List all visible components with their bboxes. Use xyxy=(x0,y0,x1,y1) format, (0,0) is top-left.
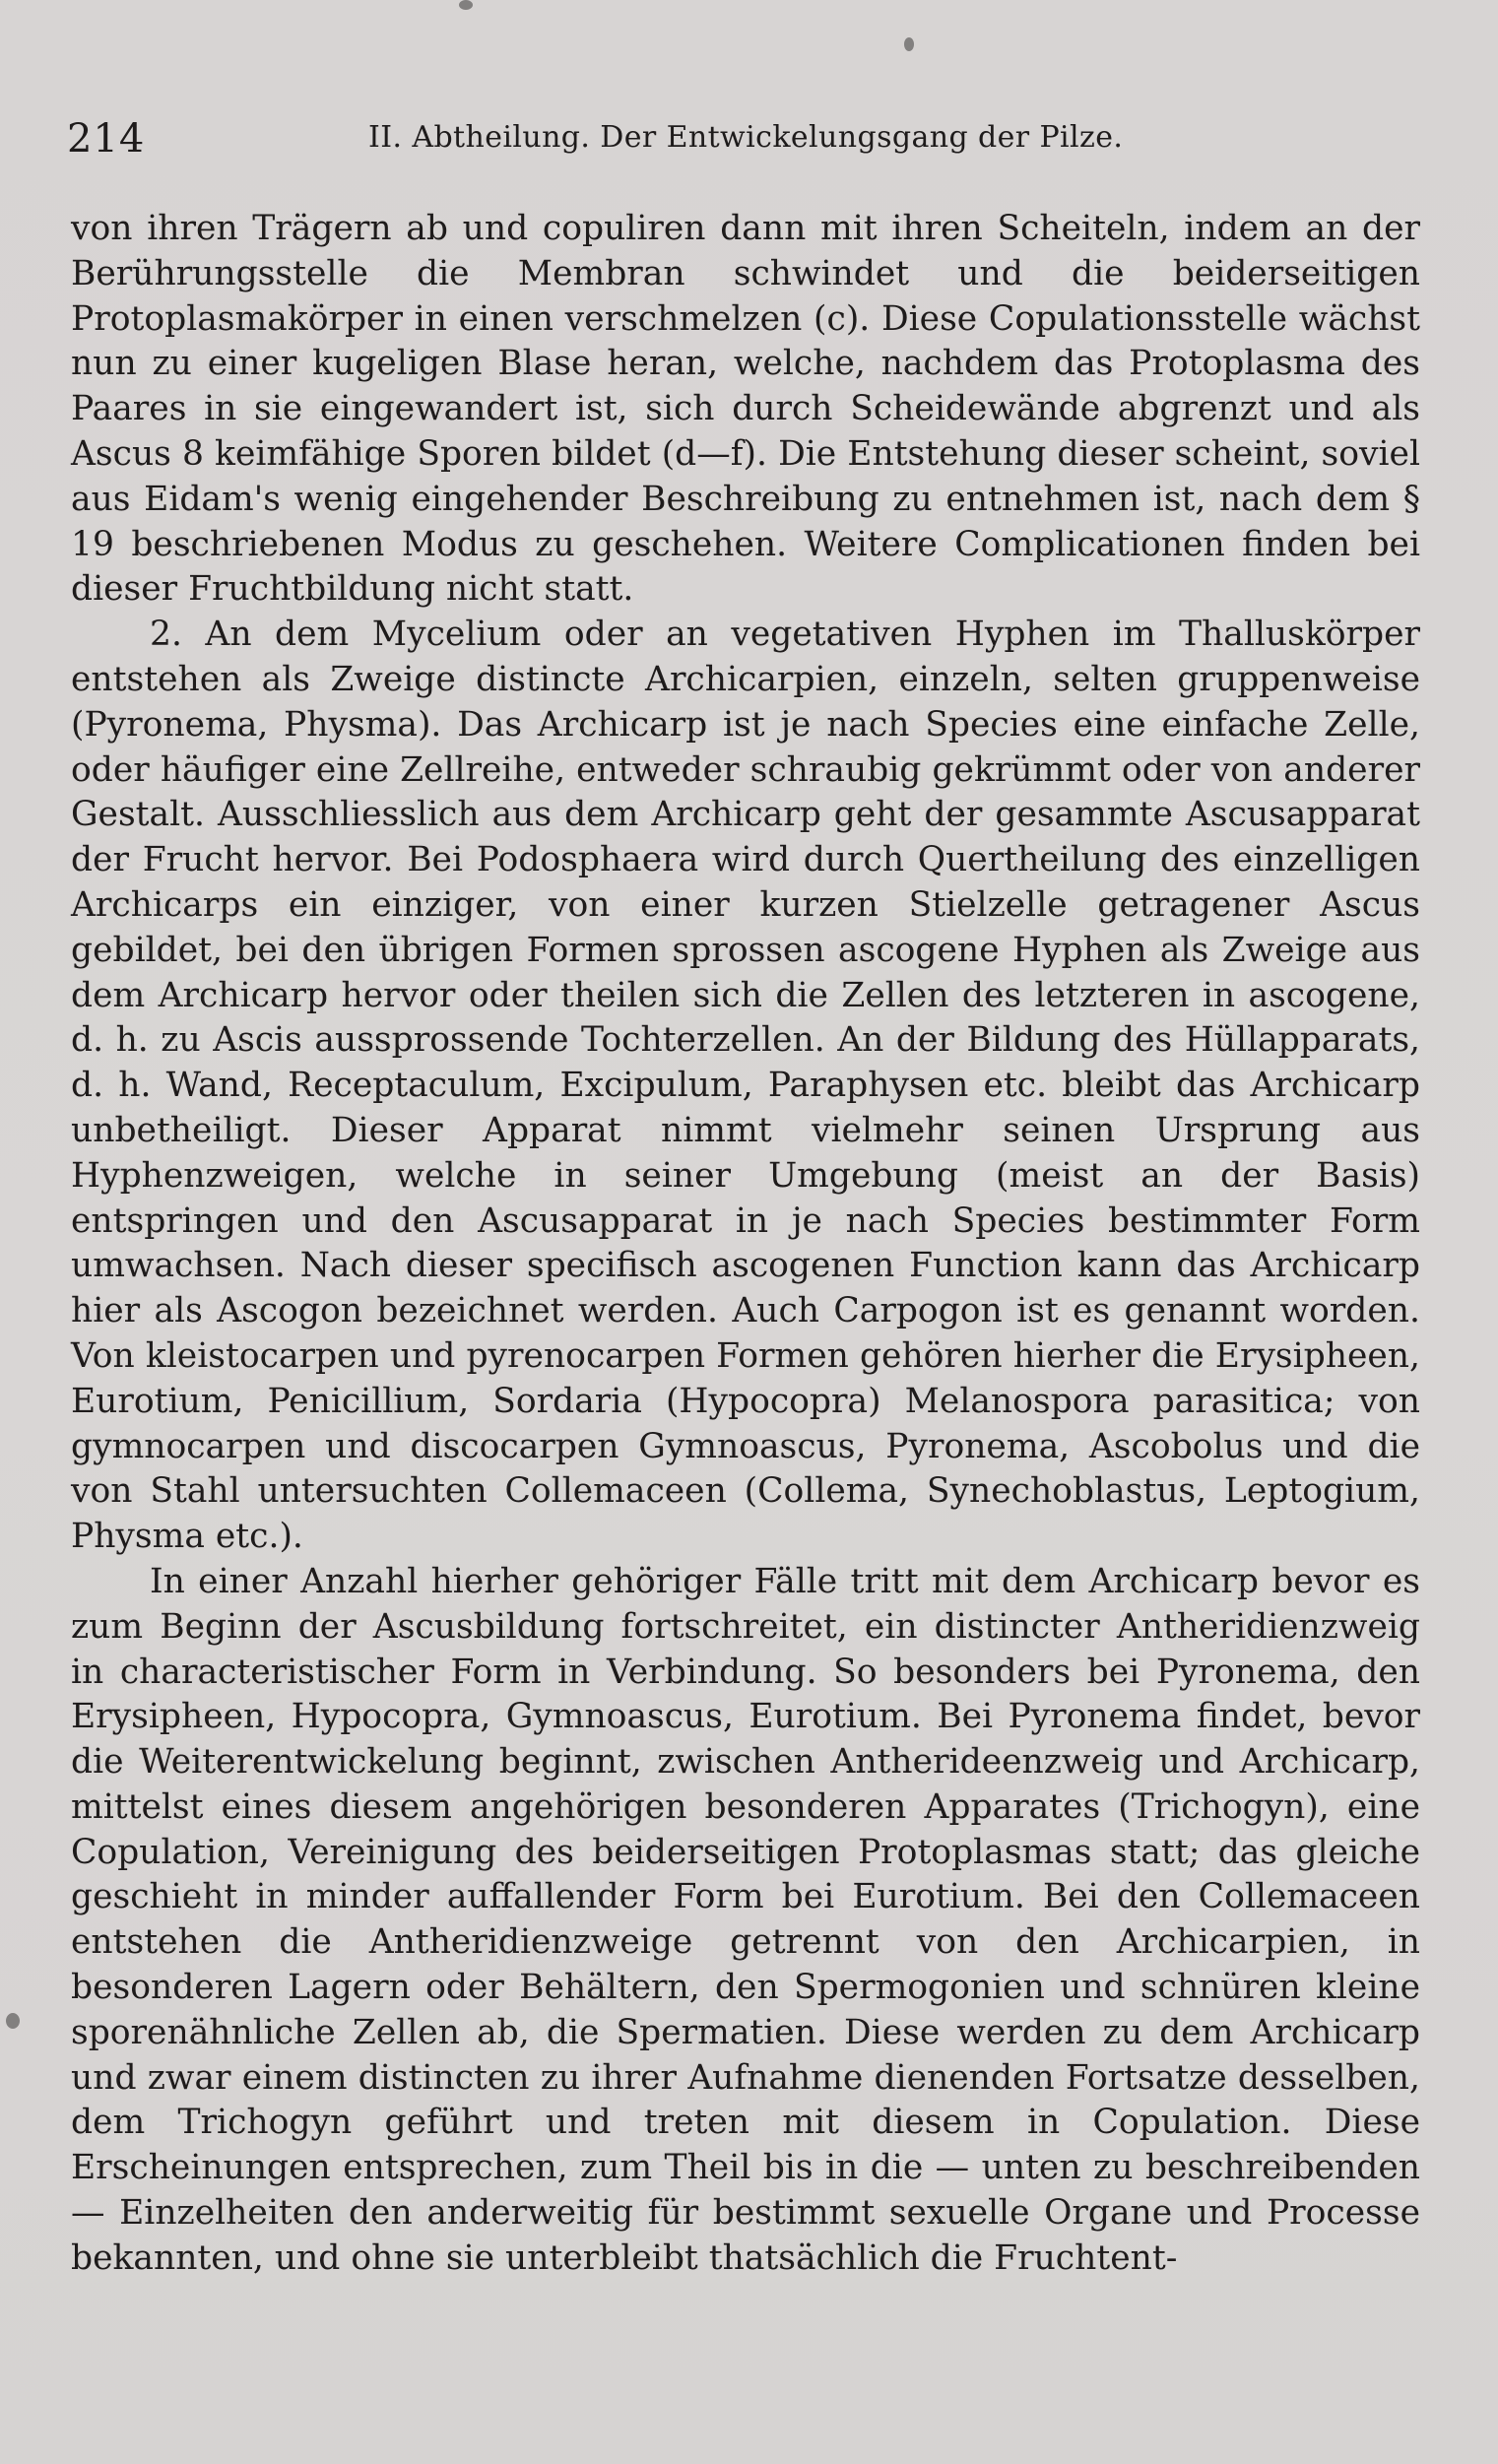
paragraph-archicarp: 2. An dem Mycelium oder an vegetativen Hyphen im Thalluskörper entstehen als Zweige distincte Archicarpien, einzeln, selten gruppenweise (Pyronema, Physma). Das Archicarp ist je nach Species eine einfache Zelle, oder häufiger eine Zellreihe, entweder schraubig gekrümmt oder von anderer Gestalt. Ausschliesslich aus dem Archicarp geht der gesammte Ascusapparat der Frucht hervor. Bei Podosphaera wird durch Quertheilung des einzelligen Archicarps ein einziger, von einer kurzen Stielzelle getragener Ascus gebildet, bei den übrigen Formen sprossen ascogene Hyphen als Zweige aus dem Archicarp hervor oder theilen sich die Zellen des letzteren in ascogene, d. h. zu Ascis aussprossende Tochterzellen. An der Bildung des Hüllapparats, d. h. Wand, Receptaculum, Excipulum, Paraphysen etc. bleibt das Archicarp unbetheiligt. Dieser Apparat nimmt vielmehr seinen Ursprung aus Hyphenzweigen, welche in seiner Umgebung (meist an der Basis) entspringen und den Ascusapparat in je nach Species bestimmter Form umwachsen. Nach dieser specifisch ascogenen Function kann das Archicarp hier als Ascogon bezeichnet werden. Auch Carpogon ist es genannt worden. Von kleistocarpen und pyrenocarpen Formen gehören hierher die Erysipheen, Eurotium, Penicillium, Sordaria (Hypocopra) Melanospora parasitica; von gymnocarpen und discocarpen Gymnoascus, Pyronema, Ascobolus und die von Stahl untersuchten Collemaceen (Collema, Synechoblastus, Leptogium, Physma etc.). xyxy=(71,615,1420,1557)
paper-speck xyxy=(6,2013,20,2029)
running-head: II. Abtheilung. Der Entwickelungsgang der Pilze. xyxy=(368,120,1124,155)
page-header xyxy=(67,116,1406,185)
paragraph-antheridia: In einer Anzahl hierher gehöriger Fälle tritt mit dem Archicarp bevor es zum Beginn der Ascusbildung fortschreitet, ein distincter Antheridienzweig in characteristischer Form in Verbindung. So besonders bei Pyronema, den Erysipheen, Hypocopra, Gymnoascus, Eurotium. Bei Pyronema findet, bevor die Weiterentwickelung beginnt, zwischen Antherideenzweig und Archicarp, mittelst eines diesem angehörigen besonderen Apparates (Trichogyn), eine Copulation, Vereinigung des beiderseitigen Protoplasmas statt; das gleiche geschieht in minder auffallender Form bei Eurotium. Bei den Collemaceen entstehen die Antheridienzweige getrennt von den Archicarpien, in besonderen Lagern oder Behältern, den Spermogonien und schnüren kleine sporenähnliche Zellen ab, die Spermatien. Diese werden zu dem Archicarp und zwar einem distincten zu ihrer Aufnahme dienenden Fortsatze desselben, dem Trichogyn geführt und treten mit diesem in Copulation. Diese Erscheinungen entsprechen, zum Theil bis in die — unten zu beschreibenden — Einzelheiten den anderweitig für bestimmt sexuelle Organe und Processe bekannten, und ohne sie unterbleibt thatsächlich die Fruchtent- xyxy=(71,1561,1420,2278)
body-text xyxy=(71,207,1420,2282)
paper-speck xyxy=(904,37,914,51)
paragraph-continuation: von ihren Trägern ab und copuliren dann mit ihren Scheiteln, indem an der Berührungsstelle die Membran schwindet und die beiderseitigen Protoplasmakörper in einen verschmelzen (c). Diese Copulationsstelle wächst nun zu einer kugeligen Blase heran, welche, nachdem das Protoplasma des Paares in sie eingewandert ist, sich durch Scheidewände abgrenzt und als Ascus 8 keimfähige Sporen bildet (d—f). Die Entstehung dieser scheint, soviel aus Eidam's wenig eingehender Beschreibung zu entnehmen ist, nach dem § 19 beschriebenen Modus zu geschehen. Weitere Complicationen finden bei dieser Fruchtbildung nicht statt. xyxy=(71,209,1420,610)
paper-speck xyxy=(459,0,473,10)
page-number: 214 xyxy=(67,116,146,162)
